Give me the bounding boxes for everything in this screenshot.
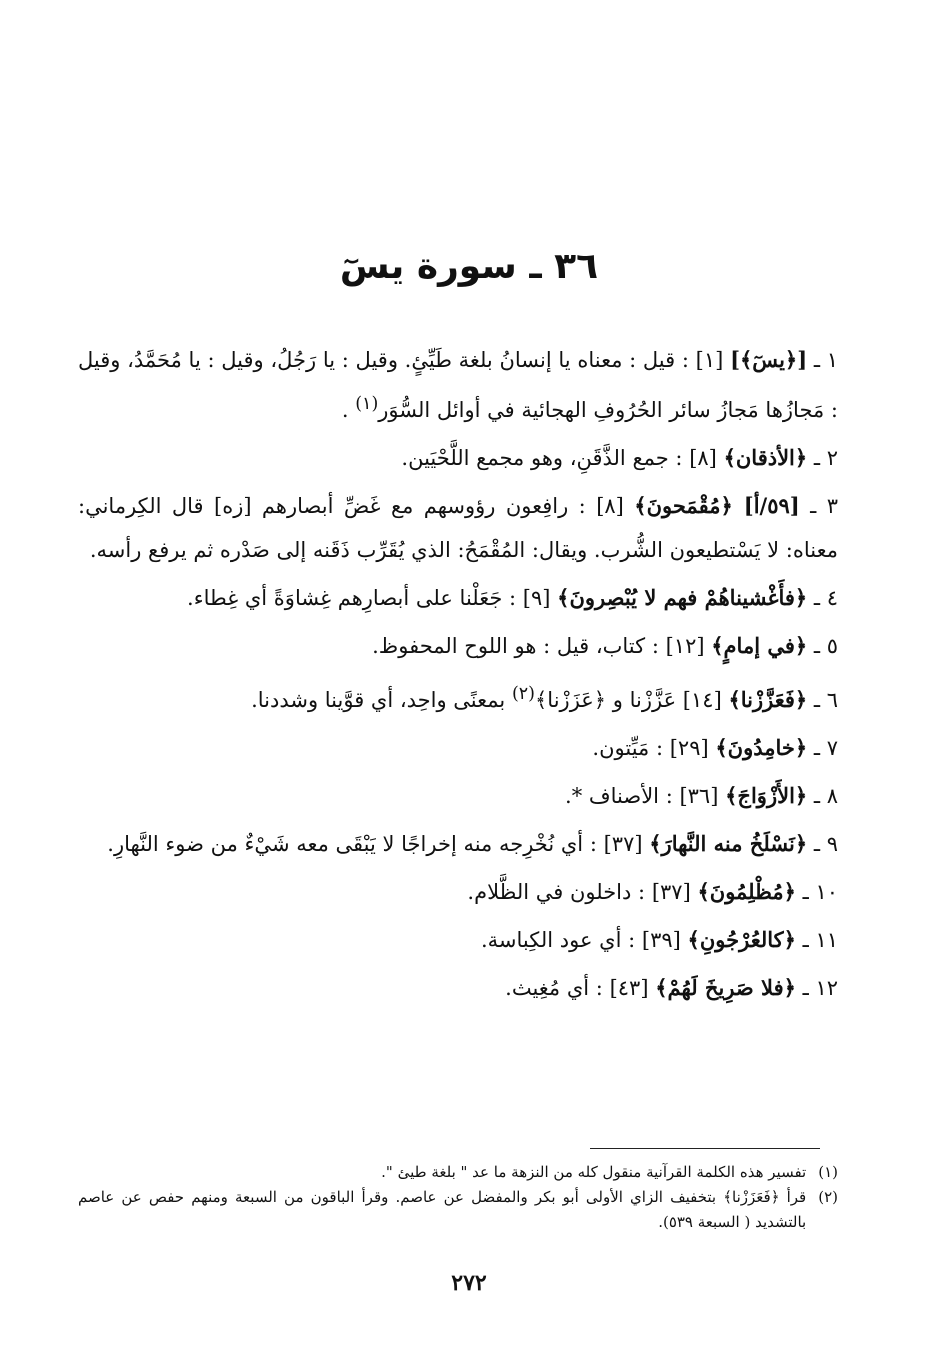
quranic-term: ﴿مُظْلِمُونَ﴾ xyxy=(697,879,796,904)
entry-text: : أي مُغِيث. xyxy=(505,976,603,1000)
glossary-entry xyxy=(78,484,838,572)
entry-text: : قيل : معناه يا إنسانُ بلغة طَيِّئٍ. وقيل : يا رَجُلُ، وقيل : يا مُحَمَّدُ، وقيل : مَجازُها مَجازُ سائر الحُرُوفِ الهجائية في أوائل السُّوَر xyxy=(78,348,838,422)
footnote-divider xyxy=(590,1148,820,1149)
glossary-entry xyxy=(78,436,838,480)
verse-number: [١٤] xyxy=(682,688,722,712)
entry-number: ٢ ـ xyxy=(813,446,838,470)
entry-number: ٨ ـ xyxy=(813,784,838,808)
quranic-term: ﴿في إمامٍ﴾ xyxy=(711,633,808,658)
entry-number: ٤ ـ xyxy=(813,586,838,610)
verse-number: [٣٩] xyxy=(641,928,681,952)
quranic-term: ﴿فلا صَرِيخَ لَهُمْ﴾ xyxy=(655,975,796,1000)
quranic-term: ﴿خامِدُونَ﴾ xyxy=(715,735,808,760)
footnote xyxy=(78,1185,838,1235)
glossary-entry xyxy=(78,966,838,1010)
quranic-term: [٥٩/أ] ﴿مُقْمَحونَ﴾ xyxy=(634,493,800,518)
glossary-entry xyxy=(78,870,838,914)
entry-text: : أي عود الكِباسة. xyxy=(481,928,636,952)
entry-text: : جمع الذَّقَنِ، وهو مجمع اللَّحْيَين. xyxy=(401,446,683,470)
entry-text: : داخلون في الظَّلام. xyxy=(467,880,646,904)
entry-number: ١١ ـ xyxy=(802,928,838,952)
glossary-entry xyxy=(78,918,838,962)
verse-number: [١] xyxy=(695,348,724,372)
entry-number: ١٢ ـ xyxy=(802,976,838,1000)
entry-text: : الأصناف *. xyxy=(565,784,673,808)
entry-text: عَزَّزْنا و ﴿عَزَزْنا﴾ xyxy=(535,688,677,712)
verse-number: [٢٩] xyxy=(669,736,709,760)
entry-number: ٩ ـ xyxy=(813,832,838,856)
footnote-marker: (١) xyxy=(355,394,379,414)
footnote-marker: (٢) xyxy=(511,684,535,704)
glossary-entry xyxy=(78,576,838,620)
verse-number: [١٢] xyxy=(665,634,705,658)
entry-number: ١ ـ xyxy=(813,348,839,372)
quranic-term: ﴿نَسْلَخُ منه النَّهارَ﴾ xyxy=(649,831,808,856)
glossary-entry xyxy=(78,774,838,818)
footnote xyxy=(78,1160,838,1185)
page-title: ٣٦ ـ سورة يسٓ xyxy=(339,246,599,287)
entry-text: : جَعَلْنا على أبصارِهم غِشاوَةً أي غِطاء. xyxy=(187,586,517,610)
verse-number: [٩] xyxy=(522,586,551,610)
verse-number: [٤٣] xyxy=(609,976,649,1000)
footnote-text: تفسير هذه الكلمة القرآنية منقول كله من النزهة ما عد " بلغة طيئ ". xyxy=(381,1163,807,1181)
quranic-term: [﴿يسٓ﴾] xyxy=(730,347,808,372)
footnote-text: قرأ ﴿فَعَزَزْنا﴾ بتخفيف الزاي الأولى أبو بكر والمفضل عن عاصم. وقرأ الباقون من السبعة ومنهم حفص عن عاصم بالتشديد ( السبعة ٥٣٩). xyxy=(78,1188,807,1231)
quranic-term: ﴿الأَزْوَاجَ﴾ xyxy=(725,783,808,808)
entry-number: ٦ ـ xyxy=(813,688,838,712)
entry-number: ٧ ـ xyxy=(813,736,838,760)
page-number: ٢٧٢ xyxy=(451,1270,487,1296)
entry-number: ١٠ ـ xyxy=(802,880,838,904)
quranic-term: ﴿الأذقان﴾ xyxy=(723,445,808,470)
glossary-entry xyxy=(78,624,838,668)
verse-number: [٨] xyxy=(689,446,717,470)
footnote-number: (١) xyxy=(818,1163,838,1181)
entry-text: : رافِعون رؤوسهم مع غَضِّ أبصارهم [زه] قال الكِرماني: معناه: لا يَسْتطيعون الشُّرب. ويقال: المُقْمَحُ: الذي يُقَرِّب ذَقَنه إلى صَدْره ثم يرفع رأسه. xyxy=(78,494,838,562)
verse-number: [٣٧] xyxy=(651,880,691,904)
glossary-entry xyxy=(78,672,838,722)
quranic-term: ﴿فأَغْشيناهُمْ فهم لا يُبْصِرونَ﴾ xyxy=(557,585,808,610)
footnotes xyxy=(78,1160,838,1235)
entry-number: ٣ ـ xyxy=(810,494,838,518)
entry-end: بمعنًى واحِد، أي قوَّينا وشددنا. xyxy=(251,688,506,712)
glossary-entry xyxy=(78,338,838,432)
glossary-body xyxy=(78,338,838,1014)
verse-number: [٨] xyxy=(596,494,624,518)
entry-text: : كتاب، قيل : هو اللوح المحفوظ. xyxy=(372,634,659,658)
verse-number: [٣٦] xyxy=(679,784,719,808)
entry-end: . xyxy=(341,398,349,422)
entry-text: : أي نُخْرِجه منه إخراجًا لا يَبْقَى معه شَيْءٌ من ضوء النَّهارِ. xyxy=(107,832,597,856)
entry-number: ٥ ـ xyxy=(813,634,838,658)
glossary-entry xyxy=(78,726,838,770)
quranic-term: ﴿كالعُرْجُونِ﴾ xyxy=(687,927,796,952)
glossary-entry xyxy=(78,822,838,866)
entry-text: : مَيِّتون. xyxy=(592,736,664,760)
footnote-number: (٢) xyxy=(818,1188,838,1206)
quranic-term: ﴿فَعَزَّزْنا﴾ xyxy=(728,687,808,712)
verse-number: [٣٧] xyxy=(603,832,643,856)
